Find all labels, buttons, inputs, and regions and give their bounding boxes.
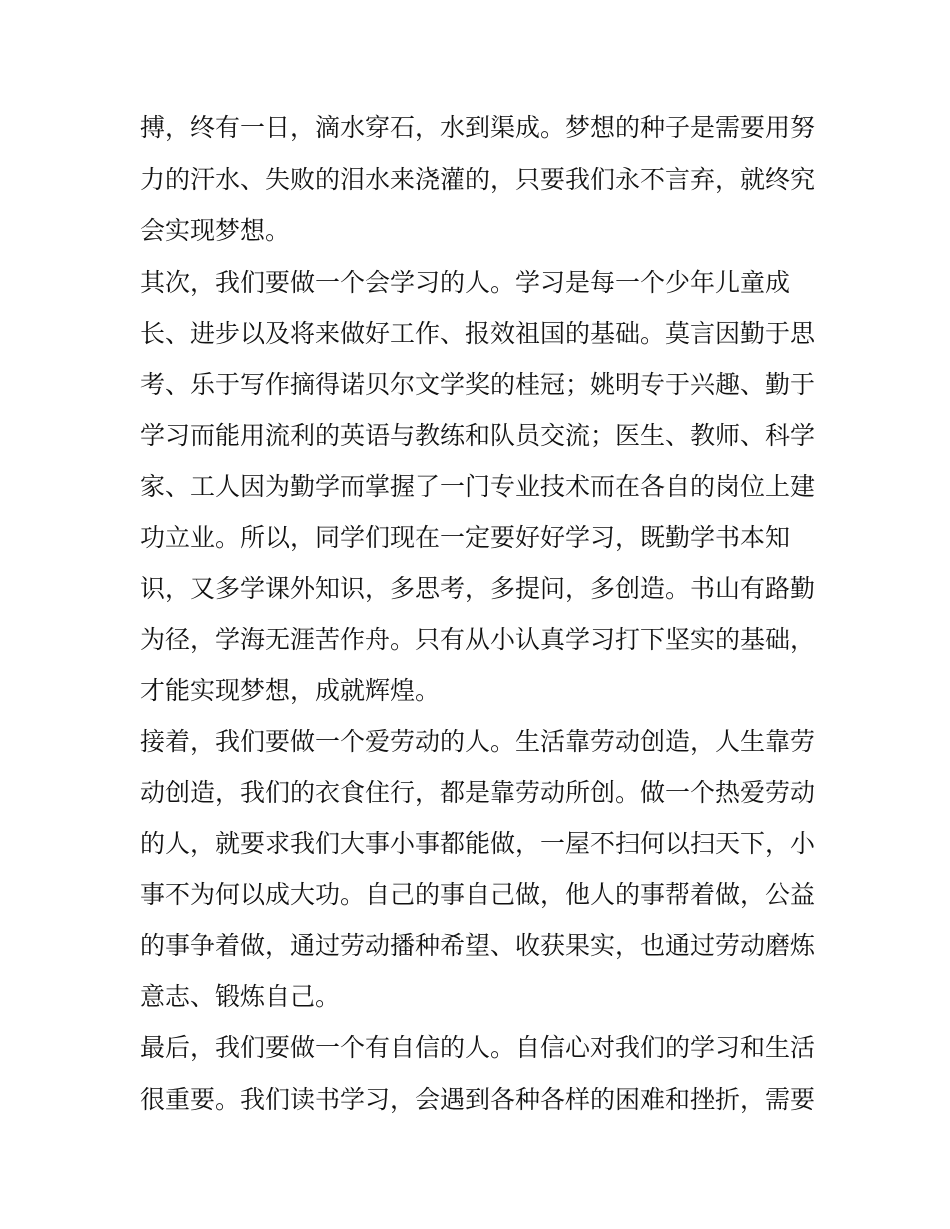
text-line: 最后，我们要做一个有自信的人。自信心对我们的学习和生活 bbox=[140, 1033, 816, 1062]
text-line: 力的汗水、失败的泪水来浇灌的，只要我们永不言弃，就终究 bbox=[140, 165, 816, 194]
text-line: 为径，学海无涯苦作舟。只有从小认真学习打下坚实的基础， bbox=[140, 625, 816, 654]
text-line: 会实现梦想。 bbox=[140, 216, 291, 245]
text-line: 很重要。我们读书学习，会遇到各种各样的困难和挫折，需要 bbox=[140, 1085, 816, 1114]
text-line: 的人，就要求我们大事小事都能做，一屋不扫何以扫天下，小 bbox=[140, 829, 816, 858]
text-line: 功立业。所以，同学们现在一定要好好学习，既勤学书本知 bbox=[140, 523, 791, 552]
text-line: 搏，终有一日，滴水穿石，水到渠成。梦想的种子是需要用努 bbox=[140, 113, 816, 142]
text-line: 长、进步以及将来做好工作、报效祖国的基础。莫言因勤于思 bbox=[140, 319, 816, 348]
text-line: 的事争着做，通过劳动播种希望、收获果实，也通过劳动磨炼 bbox=[140, 931, 816, 960]
text-line: 接着，我们要做一个爱劳动的人。生活靠劳动创造，人生靠劳 bbox=[140, 727, 816, 756]
text-line: 学习而能用流利的英语与教练和队员交流；医生、教师、科学 bbox=[140, 421, 816, 450]
text-line: 其次，我们要做一个会学习的人。学习是每一个少年儿童成 bbox=[140, 268, 791, 297]
text-line: 事不为何以成大功。自己的事自己做，他人的事帮着做，公益 bbox=[140, 880, 816, 909]
text-line: 意志、锻炼自己。 bbox=[140, 982, 341, 1011]
text-line: 考、乐于写作摘得诺贝尔文学奖的桂冠；姚明专于兴趣、勤于 bbox=[140, 370, 816, 399]
text-line: 识，又多学课外知识，多思考，多提问，多创造。书山有路勤 bbox=[140, 574, 816, 603]
text-line: 才能实现梦想，成就辉煌。 bbox=[140, 676, 441, 705]
text-line: 动创造，我们的衣食住行，都是靠劳动所创。做一个热爱劳动 bbox=[140, 778, 816, 807]
text-line: 家、工人因为勤学而掌握了一门专业技术而在各自的岗位上建 bbox=[140, 472, 816, 501]
